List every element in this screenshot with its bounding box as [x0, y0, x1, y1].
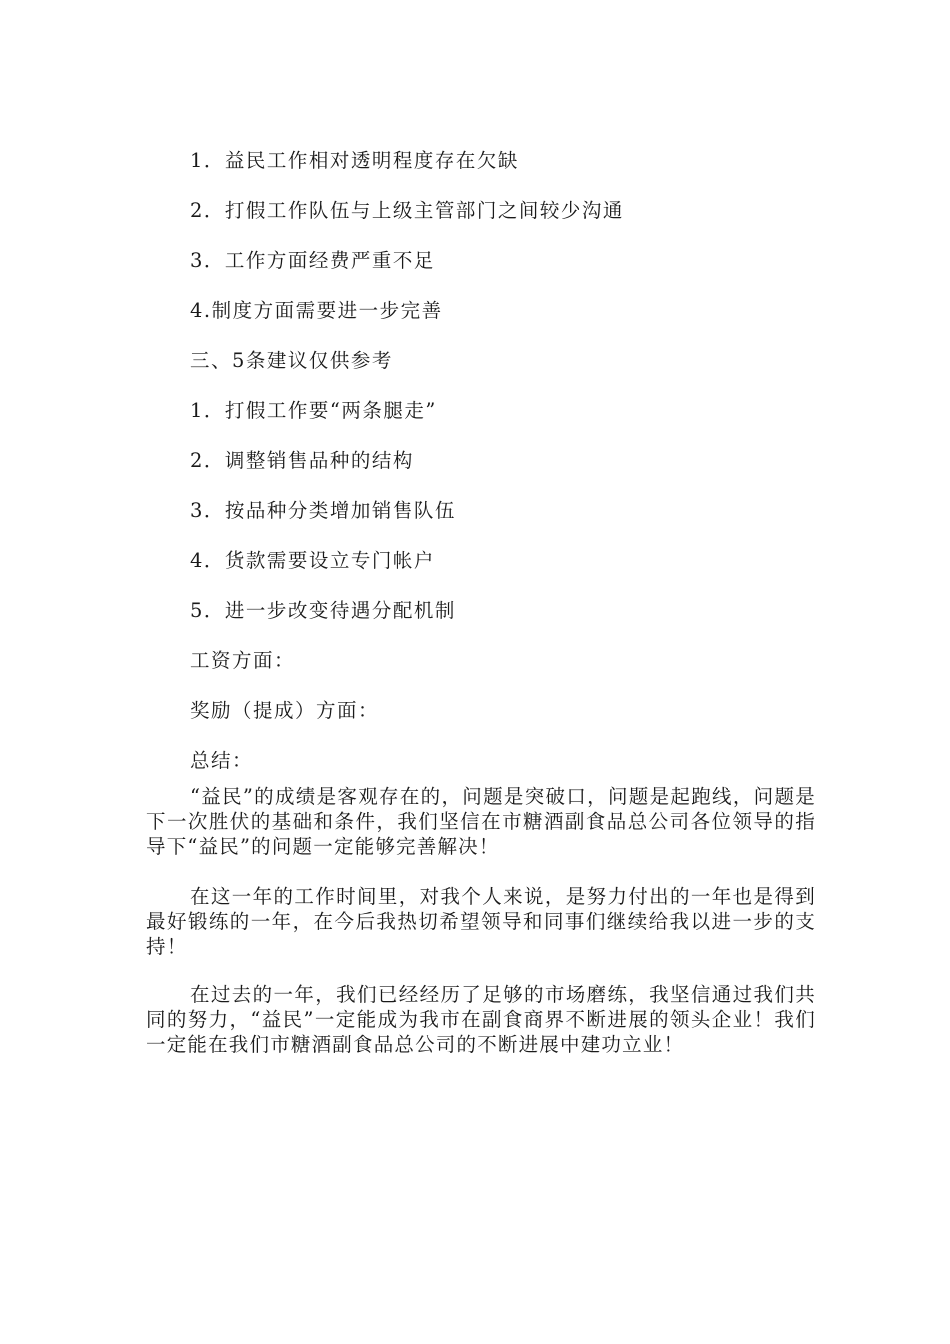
summary-paragraph-1: “益民”的成绩是客观存在的，问题是突破口，问题是起跑线，问题是下一次胜伏的基础和条件，我们坚信在市糖酒副食品总公司各位领导的指导下“益民”的问题一定能够完善解决！ — [146, 785, 816, 858]
section-heading: 三、5条建议仅供参考 — [190, 349, 393, 372]
summary-paragraph-3: 在过去的一年，我们已经经历了足够的市场磨练，我坚信通过我们共同的努力，“益民”一定能成为我市在副食商界不断进展的领头企业！我们一定能在我们市糖酒副食品总公司的不断进展中建功立业！ — [146, 983, 816, 1056]
summary-label: 总结： — [190, 749, 254, 772]
issue-item-4: 4.制度方面需要进一步完善 — [190, 299, 443, 322]
suggestion-item-3: 3．按品种分类增加销售队伍 — [190, 499, 456, 522]
suggestion-item-1: 1．打假工作要“两条腿走” — [190, 399, 437, 422]
suggestion-item-2: 2．调整销售品种的结构 — [190, 449, 414, 472]
salary-label: 工资方面： — [190, 649, 296, 672]
bonus-label: 奖励（提成）方面： — [190, 699, 380, 722]
issue-item-2: 2．打假工作队伍与上级主管部门之间较少沟通 — [190, 199, 624, 222]
issue-item-3: 3．工作方面经费严重不足 — [190, 249, 435, 272]
suggestion-item-4: 4．货款需要设立专门帐户 — [190, 549, 435, 572]
summary-paragraph-2: 在这一年的工作时间里，对我个人来说，是努力付出的一年也是得到最好锻练的一年，在今后我热切希望领导和同事们继续给我以进一步的支持！ — [146, 885, 816, 958]
issue-item-1: 1．益民工作相对透明程度存在欠缺 — [190, 149, 519, 172]
suggestion-item-5: 5．进一步改变待遇分配机制 — [190, 599, 456, 622]
